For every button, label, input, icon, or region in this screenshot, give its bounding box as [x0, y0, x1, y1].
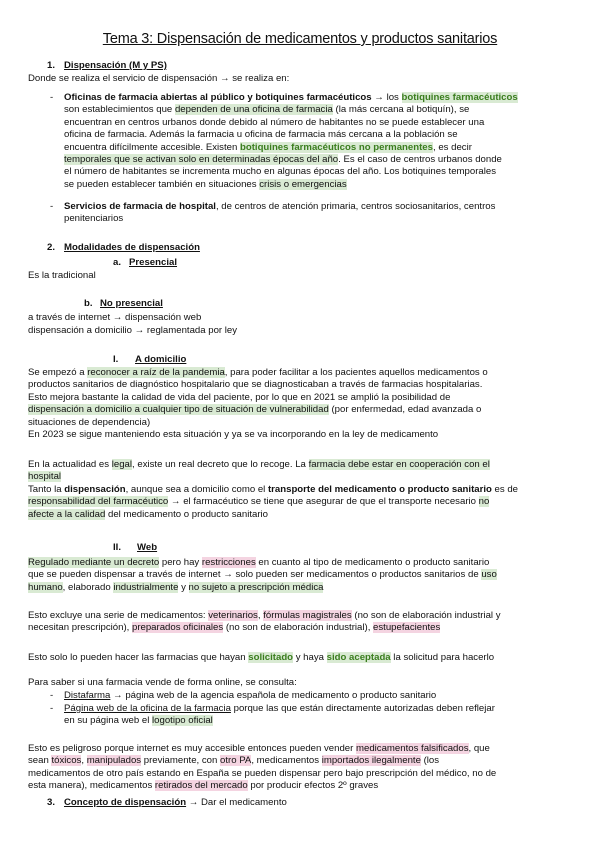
bullet-distafarma: Distafarma → página web de la agencia española de medicamento o producto sanitario [64, 690, 437, 701]
domicilio-legal-paragraph: En la actualidad es legal, existe un real decreto que lo recoge. La farmacia debe estar en cooperación con el hospital Tanto la dispensación, aunque sea a domicilio como el transporte del medicamento o producto sanitario es de responsabilidad del farmacéutico → el farmacéutico se tiene que asegurar de que el transporte necesario no afecte a la calidad del medicamento o producto sanitario [28, 459, 519, 520]
section-1-number: 1. [47, 60, 56, 71]
subsection-a-number: a. [113, 257, 122, 268]
subsection-i-number: I. [113, 354, 119, 365]
web-exclusions-paragraph: Esto excluye una serie de medicamentos: veterinarios, fórmulas magistrales (no son de elaboración industrial y necesitan prescripción), preparados oficinales (no son de elaboración industrial), estupefacientes [28, 610, 501, 634]
section-3-number: 3. [47, 797, 56, 808]
no-presencial-line-1: a través de internet → dispensación web [28, 312, 202, 323]
subsection-ii-number: II. [113, 542, 121, 553]
section-3-text: → Dar el medicamento [186, 797, 287, 808]
subsection-ii-heading: Web [137, 542, 158, 553]
page-title: Tema 3: Dispensación de medicamentos y productos sanitarios [102, 31, 498, 47]
web-consult-intro: Para saber si una farmacia vende de forma online, se consulta: [28, 677, 297, 688]
section-2-heading: Modalidades de dispensación [64, 242, 200, 253]
section-1-heading: Dispensación (M y PS) [64, 60, 167, 71]
section-1-intro: Donde se realiza el servicio de dispensación → se realiza en: [28, 73, 290, 84]
bullet-dash: - [50, 201, 54, 212]
subsection-i-heading: A domicilio [135, 354, 187, 365]
bullet-servicios-hospital: Servicios de farmacia de hospital, de centros de atención primaria, centros sociosanitarios, centros penitenciarios [64, 201, 496, 225]
web-regulation-paragraph: Regulado mediante un decreto pero hay restricciones en cuanto al tipo de medicamento o producto sanitario que se pueden dispensar a través de internet → solo pueden ser medicamentos o productos sanitarios de uso humano, elaborado industrialmente y no sujeto a prescripción médica [28, 557, 497, 593]
no-presencial-line-2: dispensación a domicilio → reglamentada por ley [28, 325, 238, 336]
subsection-b-number: b. [84, 298, 93, 309]
domicilio-paragraph: Se empezó a reconocer a raíz de la pandemia, para poder facilitar a los pacientes aquellos medicamentos o productos sanitarios de diagnóstico hospitalario que se diagnosticaban a través de farmacias hospitalarias. Esto mejora bastante la calidad de vida del paciente, por lo que en 2021 se amplió la posibilidad de dispensación a domicilio a cualquier tipo de situación de vulnerabilidad (por enfermedad, edad avanzada o situaciones de dependencia) En 2023 se sigue manteniendo esta situación y ya se va incorporando en la ley de medicamento [28, 367, 488, 441]
bullet-dash: - [50, 92, 54, 103]
web-authorization-paragraph: Esto solo lo pueden hacer las farmacias que hayan solicitado y haya sido aceptada la solicitud para hacerlo [28, 652, 495, 663]
bullet-pagina-web: Página web de la oficina de la farmacia porque las que están directamente autorizadas deben reflejar en su página web el logotipo oficial [64, 703, 495, 727]
bullet-oficinas: Oficinas de farmacia abiertas al público y botiquines farmacéuticos → los botiquines farmacéuticos son establecimientos que dependen de una oficina de farmacia (la más cercana al botiquín), se encuentran en centros urbanos donde debido al número de habitantes no se puede establecer una oficina de farmacia. Además la farmacia u oficina de farmacia más cercana a la población se encuentra difícilmente accesible. Existen botiquines farmacéuticos no permanentes, es decir temporales que se activan solo en determinadas épocas del año. Es el caso de centros urbanos donde el número de habitantes se incrementa mucho en algunas épocas del año. Los botiquines temporales se pueden establecer también en situaciones crisis o emergencias [64, 92, 518, 190]
subsection-a-heading: Presencial [129, 257, 178, 268]
section-3-heading: Concepto de dispensación [64, 797, 187, 808]
bullet-dash: - [50, 703, 54, 714]
bullet-dash: - [50, 690, 54, 701]
subsection-b-heading: No presencial [100, 298, 163, 309]
web-danger-paragraph: Esto es peligroso porque internet es muy accesible entonces pueden vender medicamentos falsificados, que sean tóxicos, manipulados previamente, con otro PA, medicamentos importados ilegalmente (los medicamentos de otro país estando en España se pueden dispensar pero bajo prescripción del médico, no de esta manera), medicamentos retirados del mercado por producir efectos 2º graves [28, 743, 497, 792]
presencial-text: Es la tradicional [28, 270, 96, 281]
section-3-line [64, 797, 287, 809]
section-2-number: 2. [47, 242, 56, 253]
